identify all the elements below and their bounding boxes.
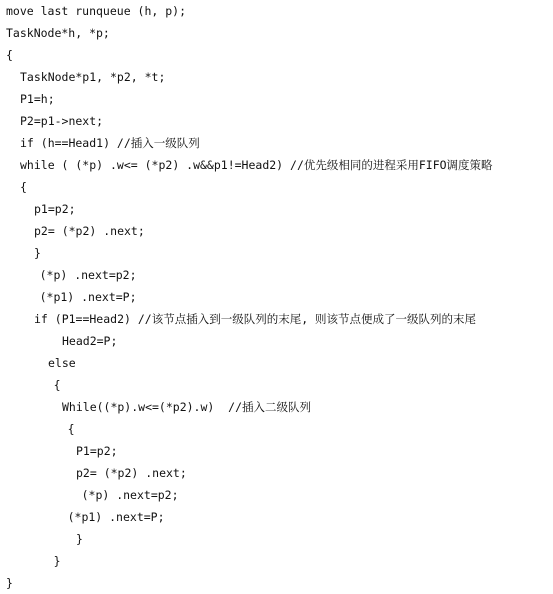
code-line: { [53,378,61,392]
code-line: if (h==Head1) //插入一级队列 [20,136,200,150]
code-line: (*p) .next=p2; [39,268,137,282]
code-line: } [6,576,13,590]
code-line: { [67,422,75,436]
code-line: } [53,554,61,568]
code-line: (*p1) .next=P; [67,510,165,524]
code-line: { [20,180,27,194]
code-line: } [34,246,41,260]
code-line: { [6,48,13,62]
code-line: TaskNode*h, *p; [6,26,110,40]
code-line: TaskNode*p1, *p2, *t; [20,70,166,84]
code-line: While((*p).w<=(*p2).w) //插入二级队列 [62,400,312,414]
code-line: (*p) .next=p2; [81,488,179,502]
code-line: P1=p2; [76,444,118,458]
code-line: p1=p2; [34,202,76,216]
code-line: while ( (*p) .w<= (*p2) .w&&p1!=Head2) //优先级相同的进程采用FIFO调度策略 [20,158,493,172]
code-line: P1=h; [20,92,55,106]
code-line: P2=p1->next; [20,114,104,128]
code-line: Head2=P; [62,334,118,348]
code-line: move last runqueue (h, p); [6,4,187,18]
code-line: (*p1) .next=P; [39,290,137,304]
code-line: else [48,356,76,370]
code-line: p2= (*p2) .next; [76,466,187,480]
code-line: } [76,532,83,546]
code-line: if (P1==Head2) //该节点插入到一级队列的末尾, 则该节点便成了一级队列的末尾 [34,312,477,326]
code-line: p2= (*p2) .next; [34,224,145,238]
